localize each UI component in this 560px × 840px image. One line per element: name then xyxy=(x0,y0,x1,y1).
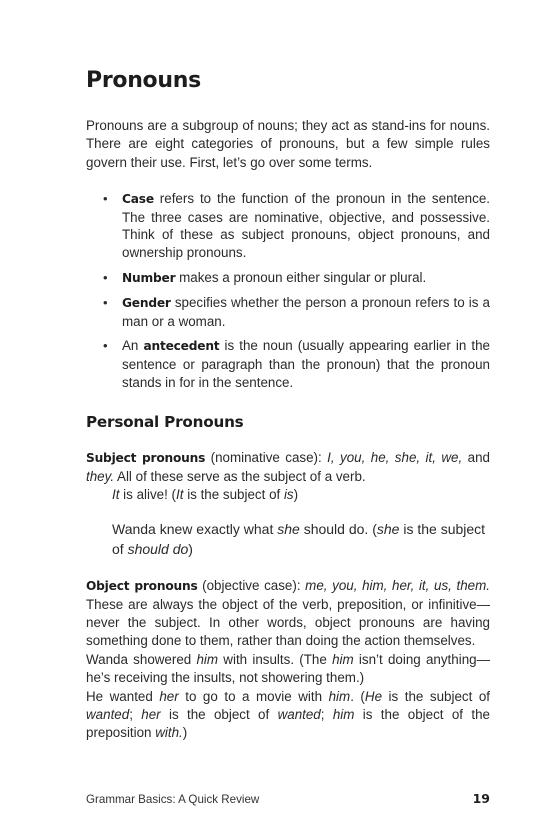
term-name: Gender xyxy=(122,296,171,311)
terms-list xyxy=(86,190,490,391)
intro-paragraph: Pronouns are a subgroup of nouns; they act as stand-ins for nouns. There are eight categories of pronouns, but a few simple rules govern their use. First, let’s go over some terms. xyxy=(86,118,490,170)
bullet-icon: • xyxy=(103,295,108,311)
term-name: Case xyxy=(122,192,154,207)
footer-book-title: Grammar Basics: A Quick Review xyxy=(86,793,260,806)
term-description: specifies whether the person a pronoun refers to is a man or a woman. xyxy=(122,295,490,329)
term-description: refers to the function of the pronoun in the sentence. The three cases are nominative, objective, and possessive. Think of these as subject pronouns, object pronouns, and ownership pronouns. xyxy=(122,191,490,260)
example-sentence: It is alive! (It is the subject of is) xyxy=(112,486,299,502)
section-heading-personal-pronouns: Personal Pronouns xyxy=(86,413,244,432)
example-sentence: Wanda knew exactly what she should do. (she is the subject of should do) xyxy=(112,521,486,557)
term-item-case xyxy=(86,190,490,261)
object-pronouns-paragraph: Object pronouns (objective case): me, you, him, her, it, us, them. These are always the object of the verb, preposition, or infinitive—never the subject. In other words, object pronouns are having something done to them, rather than doing the action themselves. xyxy=(86,578,490,649)
page-title: Pronouns xyxy=(86,68,201,93)
page-number: 19 xyxy=(472,791,490,806)
object-pronouns-label: Object pronouns xyxy=(86,579,198,594)
example-paragraph: He wanted her to go to a movie with him. (He is the subject of wanted; her is the object of wanted; him is the object of the preposition with.) xyxy=(86,688,491,741)
bullet-icon: • xyxy=(103,269,108,285)
subject-pronouns-label: Subject pronouns xyxy=(86,451,206,466)
term-description: is the noun (usually appearing earlier in the sentence or paragraph than the pronoun) that the pronoun stands in for in the sentence. xyxy=(122,338,490,390)
page-content xyxy=(86,68,490,743)
term-item-gender xyxy=(86,294,490,330)
term-item-number xyxy=(86,269,490,288)
bullet-icon: • xyxy=(103,338,108,354)
term-name: Number xyxy=(122,270,176,285)
example-paragraph: Wanda showered him with insults. (The him isn’t doing anything—he’s receiving the insults, not showering them.) xyxy=(86,651,490,686)
bullet-icon: • xyxy=(103,191,108,207)
subject-pronouns-paragraph: Subject pronouns (nominative case): I, you, he, she, it, we, and they. All of these serve as the subject of a verb. xyxy=(86,450,491,484)
term-item-antecedent: • An antecedent is the noun (usually appearing earlier in the sentence or paragraph than the pronoun) that the pronoun stands in for in the sentence. xyxy=(103,338,490,390)
term-name: antecedent xyxy=(143,339,220,354)
term-description: makes a pronoun either singular or plural. xyxy=(175,269,427,285)
